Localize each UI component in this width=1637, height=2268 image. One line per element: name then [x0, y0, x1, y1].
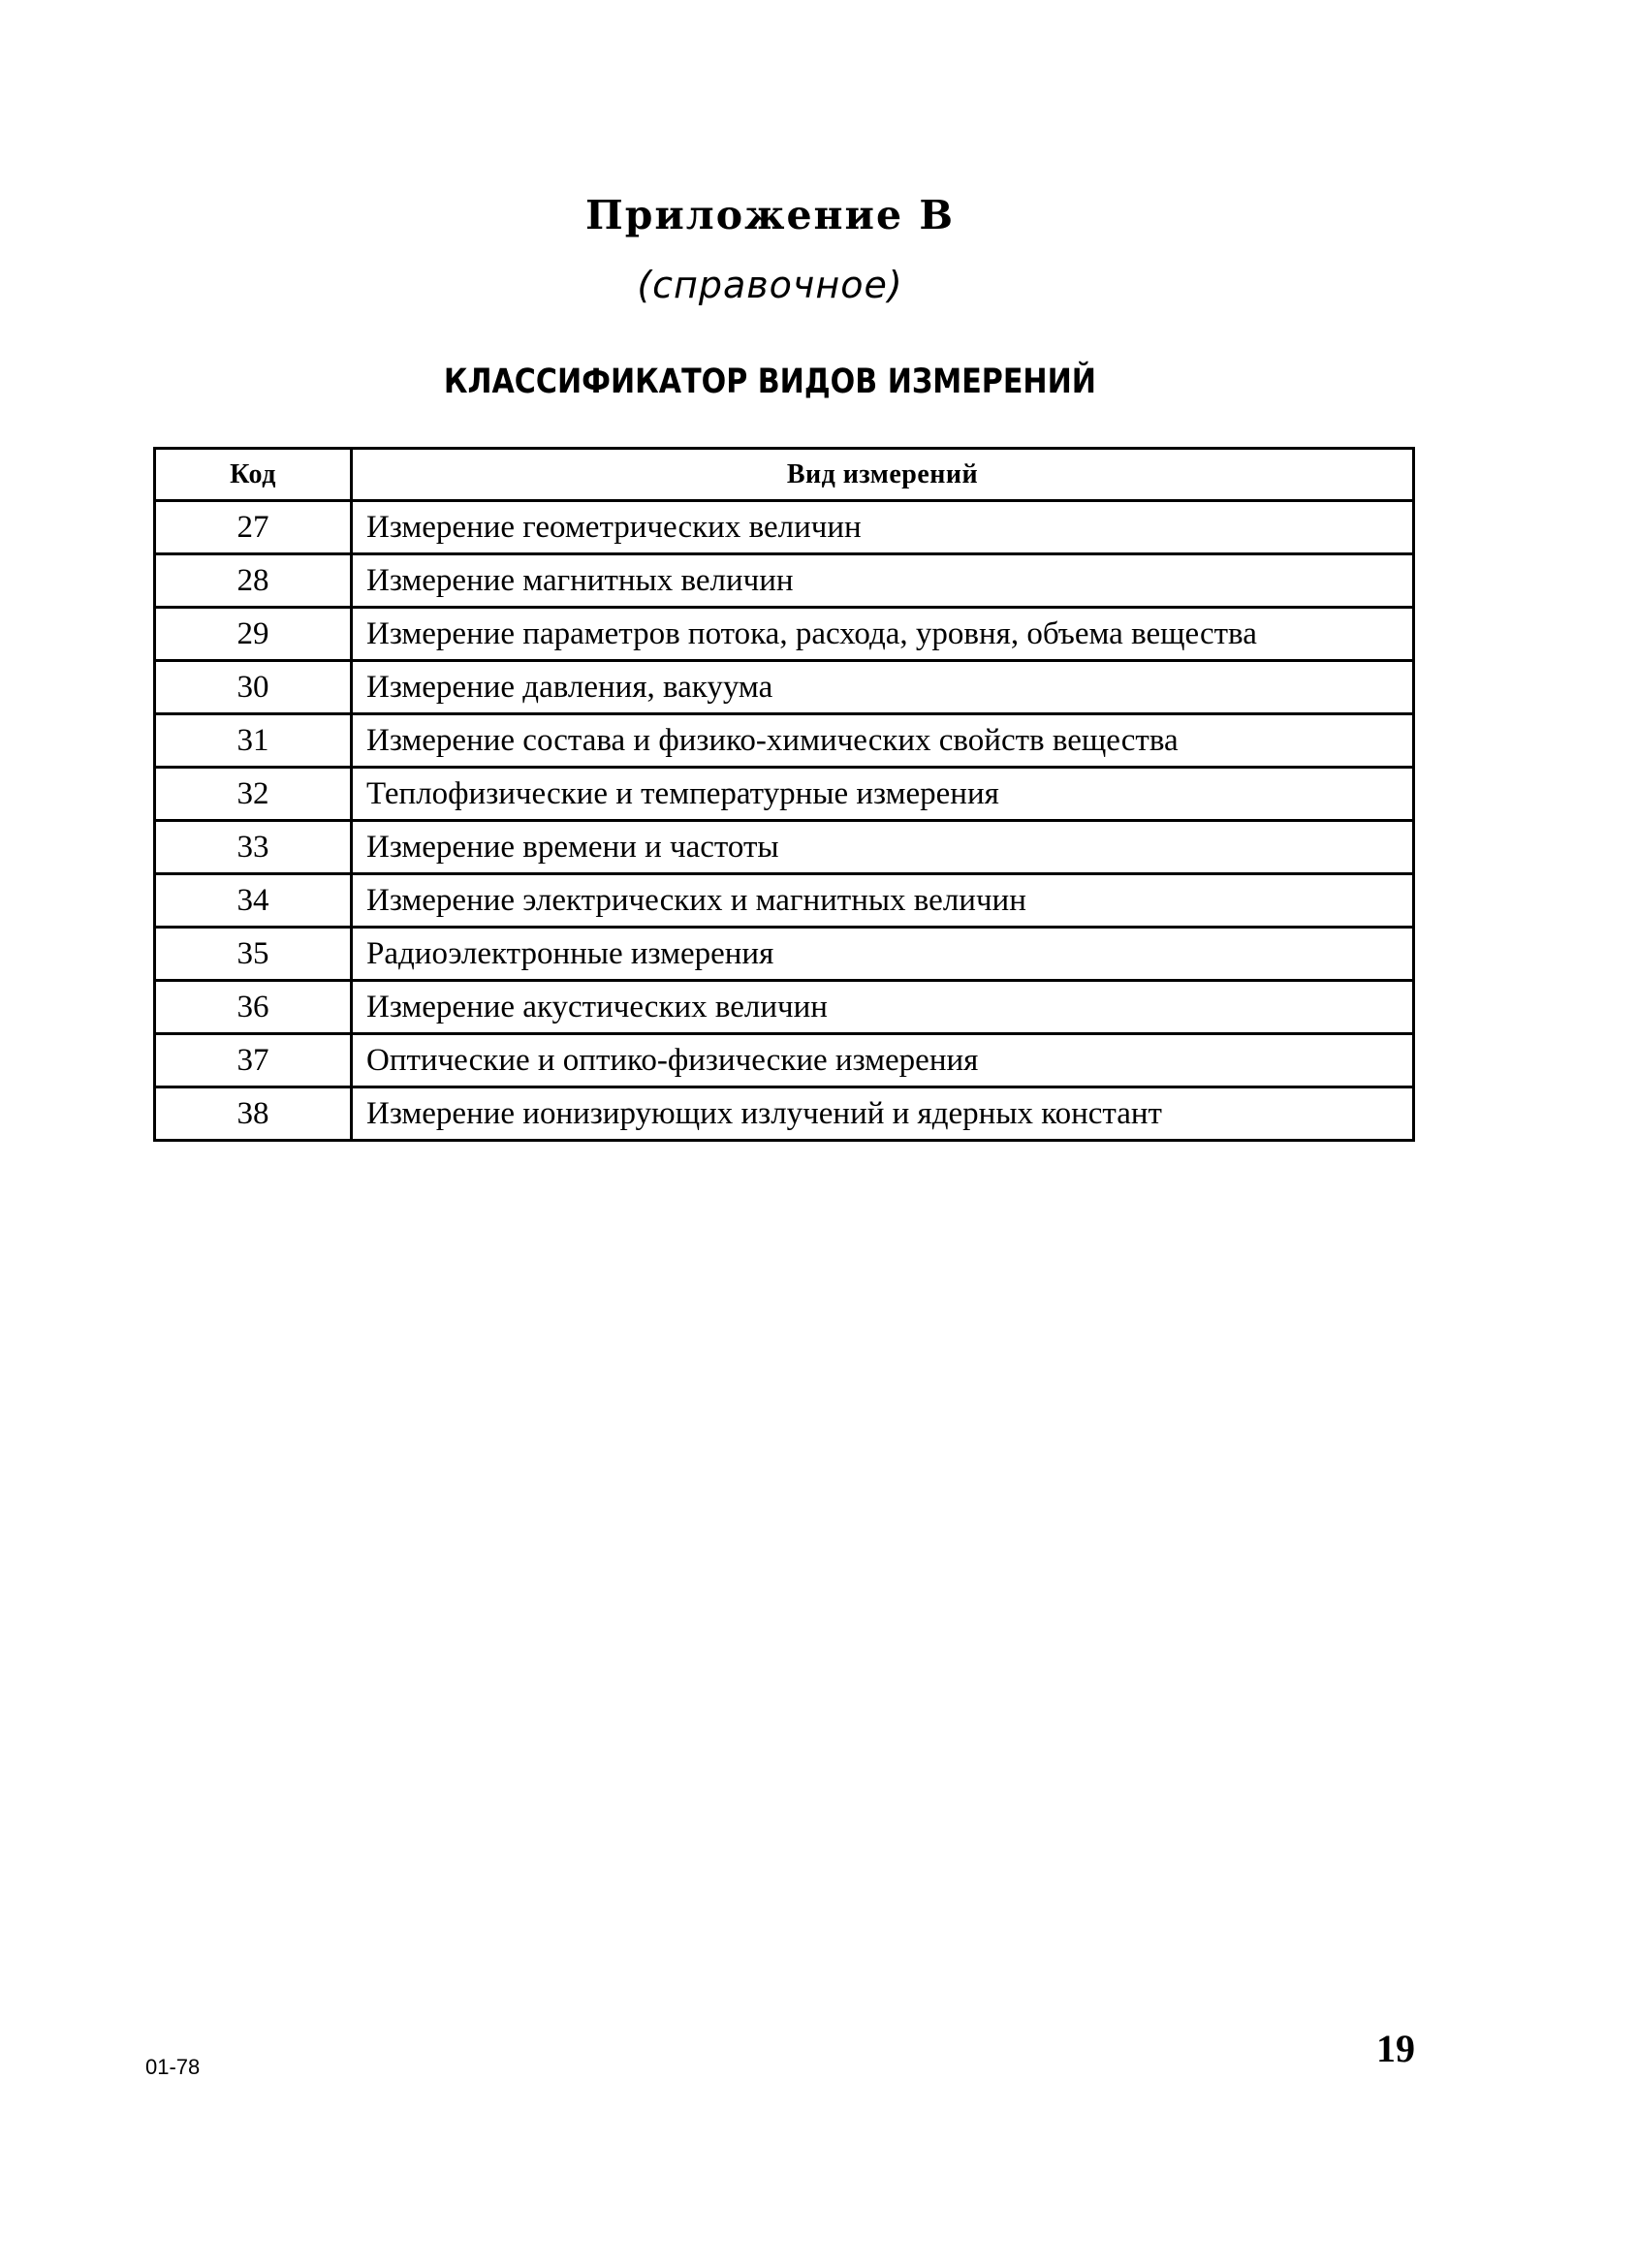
page-number: 19: [1376, 2027, 1415, 2070]
table-row: [155, 928, 1414, 981]
row-measurement-type: Измерение акустических величин: [352, 981, 1414, 1034]
appendix-title: Приложение В: [585, 192, 955, 238]
row-measurement-type: Радиоэлектронные измерения: [352, 928, 1414, 981]
table-row: [155, 874, 1414, 928]
row-measurement-type: Измерение магнитных величин: [352, 554, 1414, 608]
appendix-subtitle: (справочное): [637, 264, 903, 306]
row-measurement-type: Измерение геометрических величин: [352, 501, 1414, 554]
table-row: [155, 768, 1414, 821]
row-code: 33: [155, 821, 352, 874]
row-measurement-type: Измерение давления, вакуума: [352, 661, 1414, 714]
row-measurement-type: Измерение состава и физико-химических свойств вещества: [352, 714, 1414, 768]
row-measurement-type: Измерение электрических и магнитных величин: [352, 874, 1414, 928]
table-row: [155, 714, 1414, 768]
document-code: 01-78: [145, 2055, 201, 2079]
row-code: 30: [155, 661, 352, 714]
row-measurement-type: Теплофизические и температурные измерения: [352, 768, 1414, 821]
row-code: 28: [155, 554, 352, 608]
row-code: 32: [155, 768, 352, 821]
row-measurement-type: Оптические и оптико-физические измерения: [352, 1034, 1414, 1087]
table-row: [155, 1087, 1414, 1141]
row-code: 37: [155, 1034, 352, 1087]
column-header-code: Код: [155, 449, 352, 501]
row-code: 34: [155, 874, 352, 928]
classifier-table: [153, 447, 1415, 1142]
table-row: [155, 608, 1414, 661]
table-row: [155, 821, 1414, 874]
row-code: 38: [155, 1087, 352, 1141]
row-measurement-type: Измерение времени и частоты: [352, 821, 1414, 874]
classifier-title: КЛАССИФИКАТОР ВИДОВ ИЗМЕРЕНИЙ: [443, 362, 1096, 401]
column-header-measurement-type: Вид измерений: [352, 449, 1414, 501]
table-row: [155, 554, 1414, 608]
row-code: 35: [155, 928, 352, 981]
table-row: [155, 661, 1414, 714]
row-measurement-type: Измерение параметров потока, расхода, уровня, объема вещества: [352, 608, 1414, 661]
table-row: [155, 1034, 1414, 1087]
table-row: [155, 981, 1414, 1034]
row-measurement-type: Измерение ионизирующих излучений и ядерных констант: [352, 1087, 1414, 1141]
row-code: 31: [155, 714, 352, 768]
row-code: 36: [155, 981, 352, 1034]
row-code: 29: [155, 608, 352, 661]
table-row: [155, 501, 1414, 554]
row-code: 27: [155, 501, 352, 554]
table-header-row: [155, 449, 1414, 501]
